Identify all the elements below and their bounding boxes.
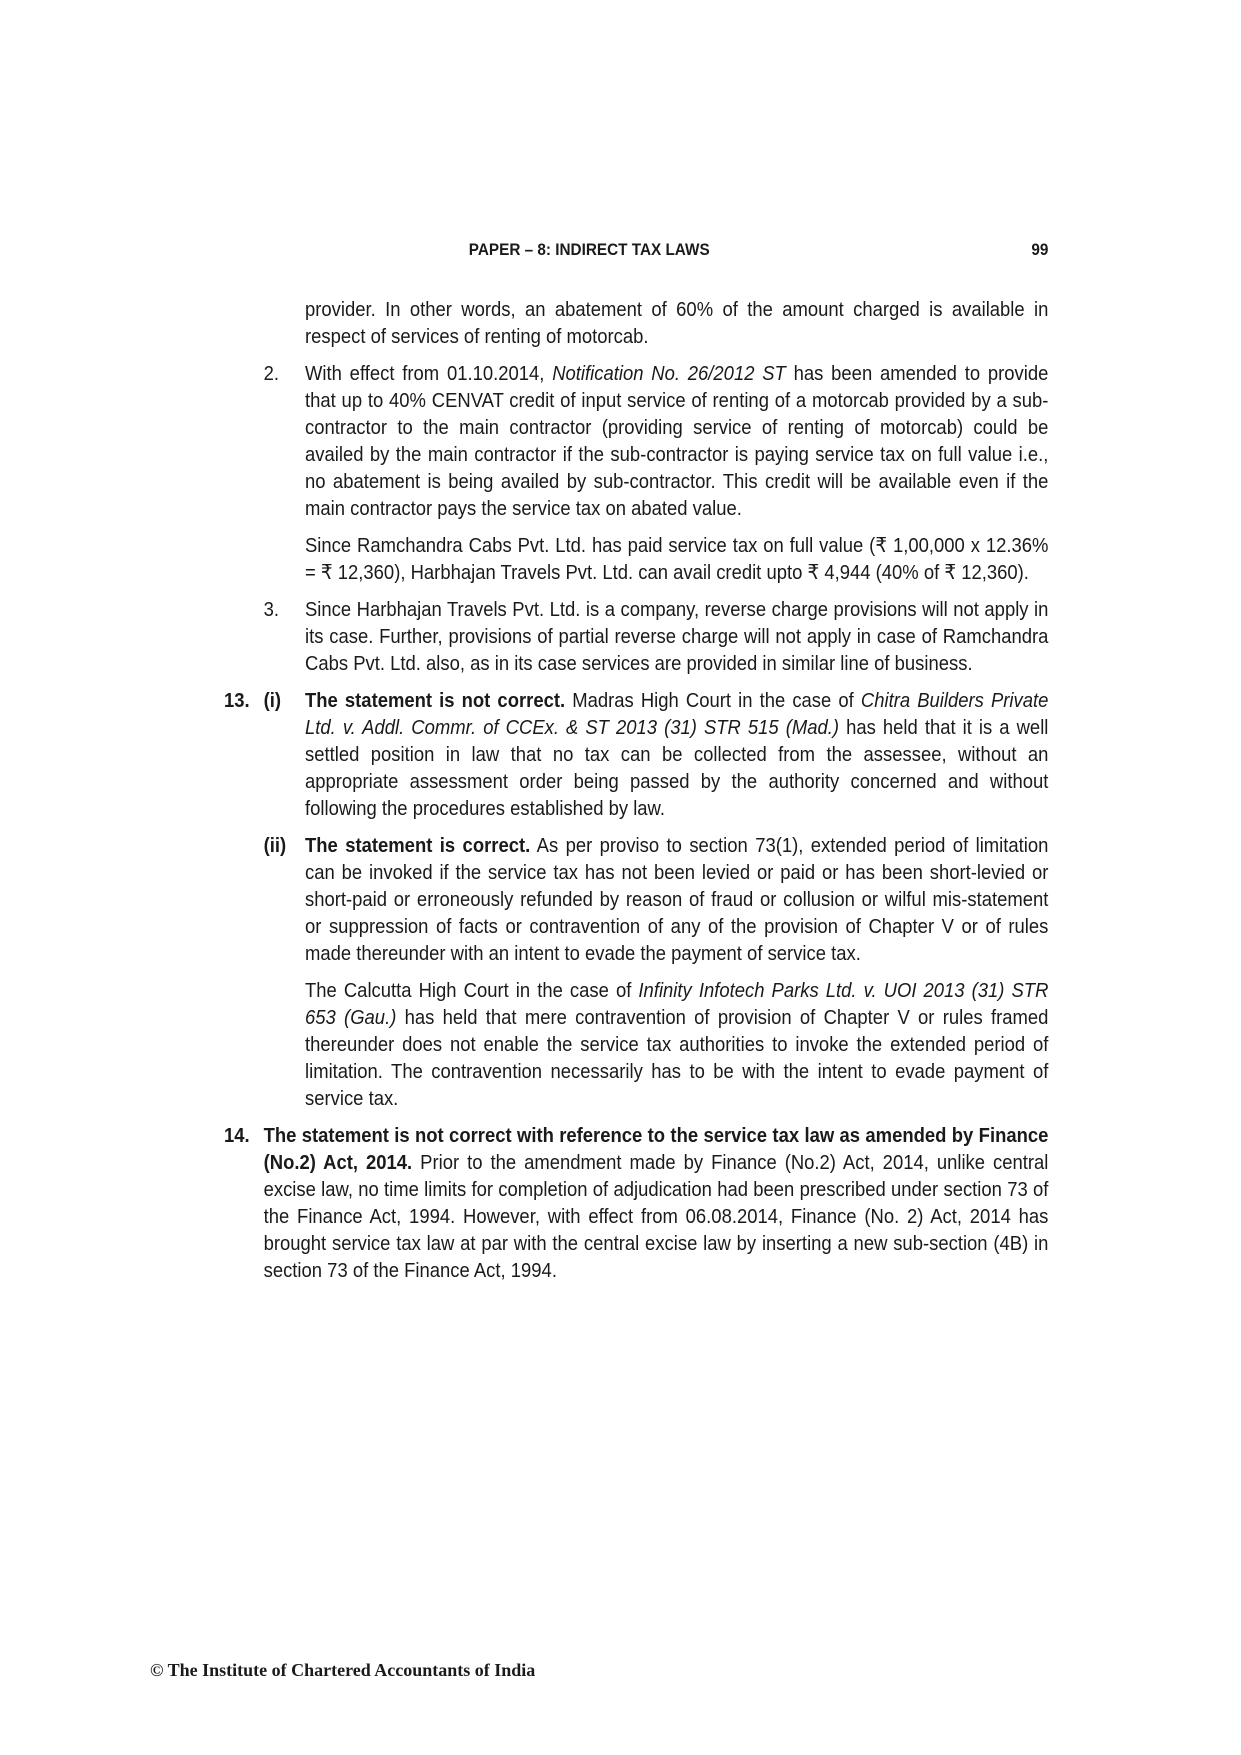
point-3-label: 3. — [263, 598, 279, 621]
point-2 — [263, 360, 1049, 586]
copyright-footer: © The Institute of Chartered Accountants of India — [150, 1660, 536, 1680]
point-3-text: Since Harbhajan Travels Pvt. Ltd. is a company, reverse charge provisions will not apply in its case. Further, provisions of partial reverse charge will not apply in case of Ramchandra Cabs Pvt. Ltd. also, as in its case services are provided in similar line of business. — [305, 598, 1049, 675]
question-13-ii — [263, 832, 1049, 1112]
point-2-label: 2. — [263, 362, 279, 385]
q13-i-label: (i) — [263, 689, 282, 712]
page-number: 99 — [1031, 240, 1049, 259]
q13-ii-label: (ii) — [263, 834, 287, 857]
point-2-calculation: Since Ramchandra Cabs Pvt. Ltd. has paid service tax on full value (₹ 1,00,000 x 12.36% = ₹ 12,360), Harbhajan Travels Pvt. Ltd. can avail credit upto ₹ 4,944 (40% of ₹ 12,360). — [305, 534, 1049, 584]
continuation-paragraph: provider. In other words, an abatement of 60% of the amount charged is available in respect of services of renting of motorcab. — [305, 298, 1049, 348]
question-13-i — [224, 687, 1049, 822]
q13-ii-case-law: The Calcutta High Court in the case of Infinity Infotech Parks Ltd. v. UOI 2013 (31) STR 653 (Gau.) has held that mere contravention of provision of Chapter V or rules framed thereunder does not enable the service tax authorities to invoke the extended period of limitation. The contravention necessarily has to be with the intent to evade payment of service tax. — [305, 979, 1049, 1110]
q14-text: The statement is not correct with reference to the service tax law as amended by Finance (No.2) Act, 2014. Prior to the amendment made by Finance (No.2) Act, 2014, unlike central excise law, no time limits for completion of adjudication had been prescribed under section 73 of the Finance Act, 1994. However, with effect from 06.08.2014, Finance (No. 2) Act, 2014 has brought service tax law at par with the central excise law by inserting a new sub-section (4B) in section 73 of the Finance Act, 1994. — [263, 1124, 1049, 1282]
document-body — [224, 296, 1048, 1284]
question-14-label: 14. — [224, 1124, 250, 1147]
point-2-text: With effect from 01.10.2014, Notification No. 26/2012 ST has been amended to provide that up to 40% CENVAT credit of input service of renting of a motorcab provided by a sub-contractor to the main contractor (providing service of renting of motorcab) could be availed by the main contractor if the sub-contractor is paying service tax on full value i.e., no abatement is being availed by sub-contractor. This credit will be available even if the main contractor pays the service tax on abated value. — [305, 362, 1049, 520]
question-13-label: 13. — [224, 689, 250, 712]
question-14 — [224, 1122, 1049, 1284]
q13-i-text: The statement is not correct. Madras High Court in the case of Chitra Builders Private Ltd. v. Addl. Commr. of CCEx. & ST 2013 (31) STR 515 (Mad.) has held that it is a well settled position in law that no tax can be collected from the assessee, without an appropriate assessment order being passed by the authority concerned and without following the procedures established by law. — [305, 689, 1049, 820]
paper-title: PAPER – 8: INDIRECT TAX LAWS — [468, 240, 710, 259]
page-header — [224, 240, 1048, 266]
q13-ii-text: The statement is correct. As per proviso to section 73(1), extended period of limitation can be invoked if the service tax has not been levied or paid or has been short-levied or short-paid or erroneously refunded by reason of fraud or collusion or wilful mis-statement or suppression of facts or contravention of any of the provision of Chapter V or of rules made thereunder with an intent to evade the payment of service tax. — [305, 834, 1049, 965]
point-3 — [263, 596, 1049, 677]
